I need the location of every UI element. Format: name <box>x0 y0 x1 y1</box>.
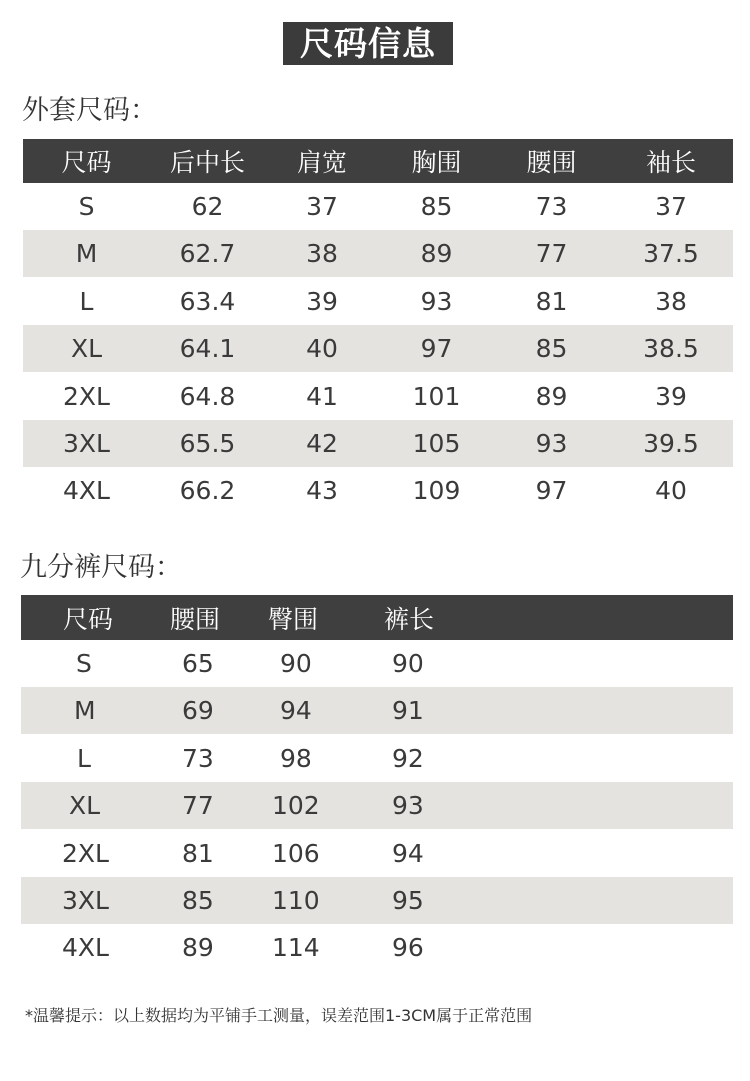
table-cell: 102 <box>268 782 380 829</box>
table-cell: 37 <box>306 192 338 221</box>
table-cell: 62.7 <box>150 230 265 277</box>
table-row <box>23 420 733 467</box>
table-cell: 43 <box>306 476 338 505</box>
table-cell: 94 <box>392 838 424 868</box>
table-cell: 4XL <box>63 476 110 505</box>
jacket-header-waist: 腰围 <box>494 139 609 183</box>
table-cell: M <box>23 230 150 277</box>
table-cell: 93 <box>494 420 609 467</box>
table-cell: 95 <box>380 877 733 924</box>
table-cell: 41 <box>306 381 338 411</box>
table-cell: 77 <box>494 230 609 277</box>
table-row <box>21 734 733 782</box>
jacket-header-sleeve: 袖长 <box>609 139 733 183</box>
table-cell: 105 <box>379 420 494 467</box>
table-cell: 73 <box>535 192 568 221</box>
table-cell: L <box>79 286 94 316</box>
table-cell: 101 <box>412 381 461 411</box>
jacket-size-table <box>23 139 733 514</box>
table-cell: 38 <box>655 286 687 316</box>
table-cell: 65 <box>182 649 214 678</box>
table-cell: 38 <box>265 230 379 277</box>
table-row <box>23 230 733 277</box>
jacket-table-header-row <box>23 139 733 183</box>
table-row <box>21 640 733 687</box>
table-cell: 65.5 <box>150 420 265 467</box>
table-cell: 73 <box>182 743 214 773</box>
table-cell: 106 <box>272 838 320 868</box>
table-cell: 2XL <box>63 381 110 411</box>
measurement-note: *温馨提示：以上数据均为平铺手工测量，误差范围1-3CM属于正常范围 <box>25 1006 533 1025</box>
pants-header-length: 裤长 <box>380 595 733 640</box>
table-cell: S <box>76 649 92 678</box>
table-cell: 114 <box>272 933 320 962</box>
jacket-header-size: 尺码 <box>23 139 150 183</box>
table-cell: 64.8 <box>179 381 236 411</box>
table-cell: L <box>77 743 91 773</box>
table-cell: 97 <box>379 325 494 372</box>
table-row <box>21 924 733 971</box>
table-cell: 39 <box>655 381 687 411</box>
table-cell: 3XL <box>23 420 150 467</box>
table-row <box>21 877 733 924</box>
table-cell: 109 <box>412 476 461 505</box>
table-cell: 91 <box>380 687 733 734</box>
table-cell: 89 <box>379 230 494 277</box>
table-cell: 97 <box>535 476 568 505</box>
table-cell: 89 <box>182 933 214 962</box>
table-cell: 4XL <box>62 933 109 962</box>
table-cell: 90 <box>392 649 424 678</box>
table-cell: 90 <box>280 649 312 678</box>
table-cell: 85 <box>494 325 609 372</box>
table-row <box>23 277 733 325</box>
table-cell: M <box>21 687 170 734</box>
table-row <box>21 782 733 829</box>
table-cell: 42 <box>265 420 379 467</box>
table-cell: 77 <box>170 782 268 829</box>
pants-table-header-row <box>21 595 733 640</box>
table-cell: 69 <box>170 687 268 734</box>
table-cell: 38.5 <box>609 325 733 372</box>
table-cell: XL <box>23 325 150 372</box>
table-cell: 64.1 <box>150 325 265 372</box>
table-cell: 40 <box>655 476 687 505</box>
table-cell: 66.2 <box>179 476 236 505</box>
table-cell: 85 <box>420 192 453 221</box>
table-cell: 96 <box>392 933 424 962</box>
table-cell: 37 <box>655 192 687 221</box>
pants-section-title: 九分裤尺码： <box>20 552 182 583</box>
table-row <box>23 467 733 514</box>
table-cell: 37.5 <box>609 230 733 277</box>
table-cell: 93 <box>420 286 453 316</box>
jacket-section-title: 外套尺码： <box>22 95 157 126</box>
table-cell: 39.5 <box>609 420 733 467</box>
table-cell: 92 <box>392 743 424 773</box>
pants-header-hip: 臀围 <box>268 595 380 640</box>
table-cell: 110 <box>268 877 380 924</box>
pants-header-waist: 腰围 <box>170 595 268 640</box>
table-cell: 63.4 <box>179 286 236 316</box>
table-row <box>23 325 733 372</box>
table-row <box>23 183 733 230</box>
jacket-header-shoulder: 肩宽 <box>265 139 379 183</box>
jacket-header-back-length: 后中长 <box>150 139 265 183</box>
table-cell: 40 <box>265 325 379 372</box>
page-title: 尺码信息 <box>283 22 453 65</box>
pants-header-size: 尺码 <box>21 595 170 640</box>
table-cell: 2XL <box>62 838 109 868</box>
table-cell: 98 <box>280 743 312 773</box>
table-cell: 39 <box>306 286 338 316</box>
table-cell: 85 <box>170 877 268 924</box>
table-cell: 94 <box>268 687 380 734</box>
table-cell: 62 <box>191 192 224 221</box>
table-cell: S <box>78 192 95 221</box>
table-row <box>21 687 733 734</box>
table-cell: 81 <box>535 286 568 316</box>
table-cell: 3XL <box>21 877 170 924</box>
table-cell: XL <box>21 782 170 829</box>
table-row <box>23 372 733 420</box>
table-cell: 93 <box>380 782 733 829</box>
jacket-header-chest: 胸围 <box>379 139 494 183</box>
table-cell: 81 <box>182 838 214 868</box>
table-cell: 89 <box>535 381 568 411</box>
pants-size-table <box>21 595 733 971</box>
table-row <box>21 829 733 877</box>
